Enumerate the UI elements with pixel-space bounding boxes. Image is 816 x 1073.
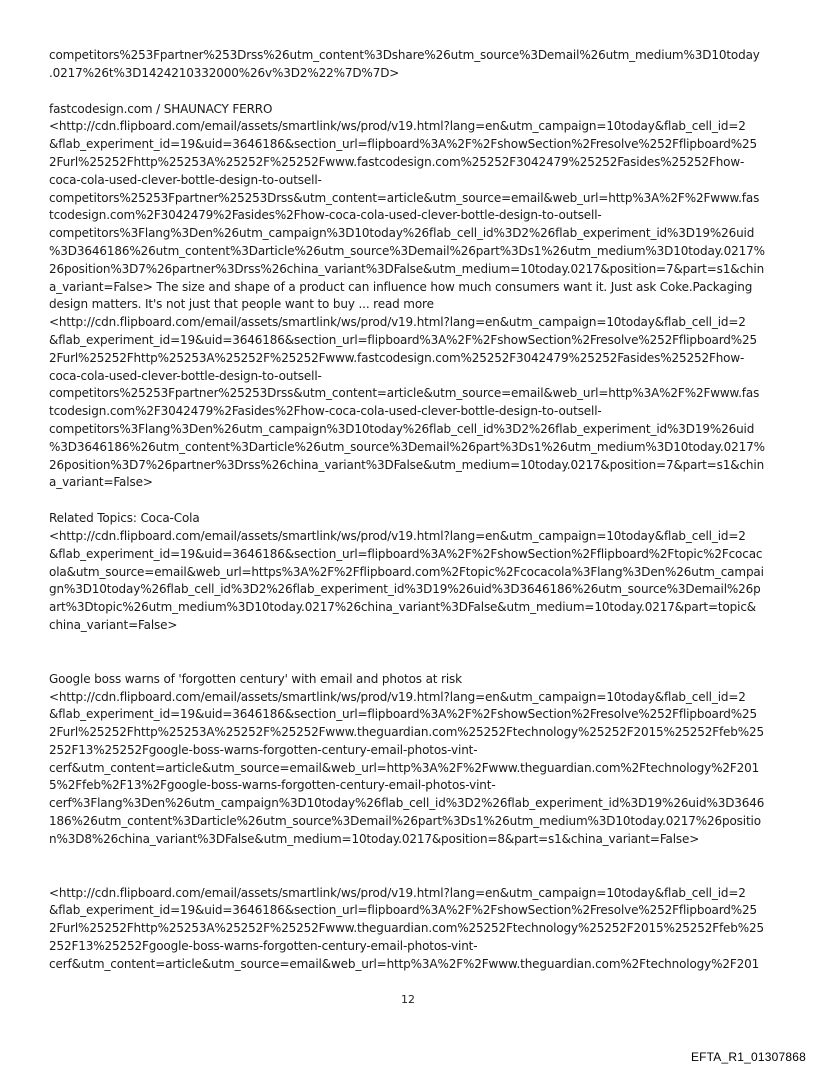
document-body [49,47,771,974]
text-line: &flab_experiment_id=19&uid=3646186&section_url=flipboard%3A%2F%2FshowSection%2Fresolve%252Fflipboard%25 [49,707,758,722]
text-line: tcodesign.com%2F3042479%2Fasides%2Fhow-coca-cola-used-clever-bottle-design-to-outsell- [49,208,602,223]
text-line: tcodesign.com%2F3042479%2Fasides%2Fhow-coca-cola-used-clever-bottle-design-to-outsell- [49,404,602,419]
text-line: 2Furl%25252Fhttp%25253A%25252F%25252Fwww.theguardian.com%25252Ftechnology%25252F2015%25252Ffeb%25 [49,921,765,936]
text-line: ola&utm_source=email&web_url=https%3A%2F%2Fflipboard.com%2Ftopic%2Fcocacola%3Flang%3Den%26utm_campai [49,564,764,579]
text-line: &flab_experiment_id=19&uid=3646186&section_url=flipboard%3A%2F%2FshowSection%2Fresolve%252Fflipboard%25 [49,332,758,347]
text-line: <http://cdn.flipboard.com/email/assets/smartlink/ws/prod/v19.html?lang=en&utm_campaign=10today&flab_cell_id=2 [49,528,746,543]
text-line: Related Topics: Coca-Cola [49,511,200,526]
paragraph-google-article [49,671,771,849]
text-line: 2Furl%25252Fhttp%25253A%25252F%25252Fwww.theguardian.com%25252Ftechnology%25252F2015%25252Ffeb%25 [49,725,765,740]
text-line: <http://cdn.flipboard.com/email/assets/smartlink/ws/prod/v19.html?lang=en&utm_campaign=10today&flab_cell_id=2 [49,689,746,704]
text-line: &flab_experiment_id=19&uid=3646186&section_url=flipboard%3A%2F%2FshowSection%2Fresolve%252Fflipboard%25 [49,137,758,152]
text-line: 2Furl%25252Fhttp%25253A%25252F%25252Fwww.fastcodesign.com%25252F3042479%25252Fasides%25252Fhow- [49,350,745,365]
text-line: 26position%3D7%26partner%3Drss%26china_variant%3DFalse&utm_medium=10today.0217&position=7&part=s1&chin [49,457,765,472]
text-line: Google boss warns of 'forgotten century' with email and photos at risk [49,671,462,686]
text-line: china_variant=False> [49,617,178,632]
text-line: %3D3646186%26utm_content%3Darticle%26utm_source%3Demail%26part%3Ds1%26utm_medium%3D10today.0217% [49,439,765,454]
text-line: 252F13%25252Fgoogle-boss-warns-forgotten-century-email-photos-vint- [49,939,478,954]
text-line: n%3D8%26china_variant%3DFalse&utm_medium=10today.0217&position=8&part=s1&china_variant=False> [49,831,700,846]
text-line: a_variant=False> [49,475,153,490]
text-line: design matters. It's not just that people want to buy ... read more [49,297,434,312]
paragraph-gap [49,83,771,101]
text-line: 186%26utm_content%3Darticle%26utm_source%3Demail%26part%3Ds1%26utm_medium%3D10today.0217%26positio [49,814,761,829]
text-line: art%3Dtopic%26utm_medium%3D10today.0217%26china_variant%3DFalse&utm_medium=10today.0217&part=topic& [49,600,756,615]
paragraph-gap [49,849,771,885]
text-line: a_variant=False> The size and shape of a product can influence how much consumers want it. Just ask Coke.Packaging [49,279,753,294]
text-line: %3D3646186%26utm_content%3Darticle%26utm_source%3Demail%26part%3Ds1%26utm_medium%3D10today.0217% [49,243,765,258]
text-line: &flab_experiment_id=19&uid=3646186&section_url=flipboard%3A%2F%2FshowSection%2Fresolve%252Fflipboard%25 [49,903,758,918]
text-line: competitors%25253Fpartner%25253Drss&utm_content=article&utm_source=email&web_url=http%3A%2F%2Fwww.fas [49,386,760,401]
paragraph-gap [49,635,771,671]
paragraph-gap [49,492,771,510]
text-line: competitors%253Fpartner%253Drss%26utm_content%3Dshare%26utm_source%3Demail%26utm_medium%3D10today [49,48,760,62]
text-line: gn%3D10today%26flab_cell_id%3D2%26flab_experiment_id%3D19%26uid%3D3646186%26utm_source%3Demail%26p [49,582,761,597]
text-line: <http://cdn.flipboard.com/email/assets/smartlink/ws/prod/v19.html?lang=en&utm_campaign=10today&flab_cell_id=2 [49,119,746,134]
text-line: cerf&utm_content=article&utm_source=email&web_url=http%3A%2F%2Fwww.theguardian.com%2Ftechnology%2F201 [49,760,760,775]
paragraph-google-link [49,885,771,974]
text-line: cerf&utm_content=article&utm_source=email&web_url=http%3A%2F%2Fwww.theguardian.com%2Ftechnology%2F201 [49,956,760,971]
text-line: competitors%25253Fpartner%25253Drss&utm_content=article&utm_source=email&web_url=http%3A%2F%2Fwww.fas [49,190,760,205]
text-line: competitors%3Flang%3Den%26utm_campaign%3D10today%26flab_cell_id%3D2%26flab_experiment_id%3D19%26uid [49,226,755,241]
text-line: competitors%3Flang%3Den%26utm_campaign%3D10today%26flab_cell_id%3D2%26flab_experiment_id%3D19%26uid [49,421,755,436]
text-line: coca-cola-used-clever-bottle-design-to-outsell- [49,172,322,187]
paragraph-related-topics [49,510,771,635]
text-line: <http://cdn.flipboard.com/email/assets/smartlink/ws/prod/v19.html?lang=en&utm_campaign=10today&flab_cell_id=2 [49,885,746,900]
text-line: 2Furl%25252Fhttp%25253A%25252F%25252Fwww.fastcodesign.com%25252F3042479%25252Fasides%25252Fhow- [49,154,745,169]
text-line: .0217%26t%3D1424210332000%26v%3D2%22%7D%7D> [49,65,400,80]
paragraph-url-continuation [49,47,771,83]
page-number: 12 [401,993,415,1006]
text-line: 5%2Ffeb%2F13%2Fgoogle-boss-warns-forgotten-century-email-photos-vint- [49,778,496,793]
document-id-footer: EFTA_R1_01307868 [690,1050,806,1064]
text-line: cerf%3Flang%3Den%26utm_campaign%3D10today%26flab_cell_id%3D2%26flab_experiment_id%3D19%26uid%3D3646 [49,796,765,811]
text-line: 252F13%25252Fgoogle-boss-warns-forgotten-century-email-photos-vint- [49,742,478,757]
text-line: <http://cdn.flipboard.com/email/assets/smartlink/ws/prod/v19.html?lang=en&utm_campaign=10today&flab_cell_id=2 [49,315,746,330]
text-line: coca-cola-used-clever-bottle-design-to-outsell- [49,368,322,383]
text-line: fastcodesign.com / SHAUNACY FERRO [49,101,273,116]
paragraph-fastcodesign-article [49,101,771,493]
text-line: 26position%3D7%26partner%3Drss%26china_variant%3DFalse&utm_medium=10today.0217&position=7&part=s1&chin [49,261,765,276]
text-line: &flab_experiment_id=19&uid=3646186&section_url=flipboard%3A%2F%2FshowSection%2Fflipboard%2Ftopic%2Fcocac [49,546,763,561]
